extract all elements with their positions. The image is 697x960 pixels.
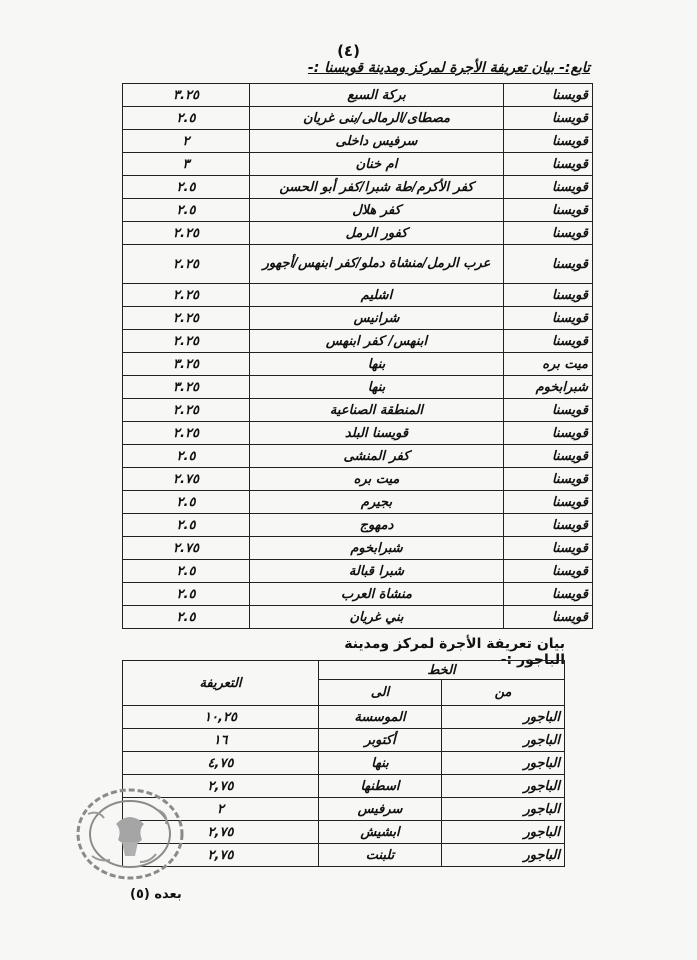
cell-from: قويسنا [504,130,593,153]
cell-to: كفور الرمل [250,222,504,245]
cell-from: قويسنا [504,245,593,284]
cell-to: شبرا قبالة [250,560,504,583]
cell-fare: ٢.٧٥ [123,468,250,491]
cell-from: ميت بره [504,353,593,376]
cell-to: شبرابخوم [250,537,504,560]
cell-fare: ٢.٥ [123,491,250,514]
fare-table-bagour [122,660,565,867]
table-row [123,537,593,560]
table-row [123,107,593,130]
cell-to: بجيرم [250,491,504,514]
table-row [123,422,593,445]
cell-to: ابشيش [319,821,442,844]
table-row [123,514,593,537]
table-row [123,706,565,729]
cell-fare: ٢ [123,798,319,821]
cell-from: قويسنا [504,107,593,130]
cell-to: اشليم [250,284,504,307]
cell-to: تلبنت [319,844,442,867]
cell-fare: ٢.٢٥ [123,284,250,307]
cell-fare: ٤,٧٥ [123,752,319,775]
table-row [123,775,565,798]
cell-fare: ٢,٧٥ [123,775,319,798]
cell-to: كفر هلال [250,199,504,222]
cell-fare: ٢.٢٥ [123,399,250,422]
table-row [123,752,565,775]
cell-fare: ٢ [123,130,250,153]
cell-from: قويسنا [504,514,593,537]
cell-to: الموسسة [319,706,442,729]
next-page-note: بعده (٥) [130,887,182,902]
header-from: من [442,680,565,706]
table-row [123,729,565,752]
fare-table-qweisna [122,83,593,629]
cell-from: الباجور [442,844,565,867]
cell-from: قويسنا [504,583,593,606]
cell-to: شرانيس [250,307,504,330]
table-row [123,376,593,399]
cell-to: كفر الأكرم/طة شبرا/كفر أبو الحسن [250,176,504,199]
cell-from: قويسنا [504,468,593,491]
section-heading-bagour: بيان تعريفة الأجرة لمركز ومدينة الباجور :- [344,636,565,668]
cell-to: أكتوبر [319,729,442,752]
cell-from: قويسنا [504,330,593,353]
cell-from: الباجور [442,729,565,752]
cell-from: قويسنا [504,537,593,560]
page-heading: تابع:- بيان تعريفة الأجرة لمركز ومدينة قويسنا :- [307,60,590,76]
cell-fare: ٢.٢٥ [123,222,250,245]
table-row [123,606,593,629]
cell-fare: ٢.٥ [123,606,250,629]
table-row [123,583,593,606]
cell-to: بنها [319,752,442,775]
cell-fare: ٢.٥ [123,583,250,606]
header-to: الى [319,680,442,706]
cell-to: ابنهس/ كفر ابنهس [250,330,504,353]
cell-fare: ٢.٢٥ [123,245,250,284]
table-row [123,353,593,376]
cell-to: بني غريان [250,606,504,629]
table-row [123,153,593,176]
table-row [123,199,593,222]
cell-fare: ٣.٢٥ [123,353,250,376]
table-row [123,844,565,867]
cell-from: الباجور [442,798,565,821]
table-row [123,284,593,307]
cell-from: قويسنا [504,284,593,307]
table-row [123,84,593,107]
table-row [123,399,593,422]
cell-fare: ٢.٥ [123,514,250,537]
table-row [123,176,593,199]
header-fare: التعريفة [123,661,319,706]
table-row [123,130,593,153]
cell-from: الباجور [442,706,565,729]
cell-fare: ١٠,٢٥ [123,706,319,729]
cell-to: المنطقة الصناعية [250,399,504,422]
cell-to: منشاة العرب [250,583,504,606]
cell-fare: ٢,٧٥ [123,821,319,844]
cell-to: عرب الرمل/منشاة دملو/كفر ابنهس/أجهور [250,245,504,284]
table-row [123,468,593,491]
cell-to: كفر المنشى [250,445,504,468]
cell-fare: ٢,٧٥ [123,844,319,867]
cell-fare: ٢.٥ [123,107,250,130]
header-route: الخط [319,661,565,680]
cell-to: سرفيس داخلى [250,130,504,153]
cell-to: بنها [250,376,504,399]
cell-from: قويسنا [504,153,593,176]
cell-fare: ٢.٧٥ [123,537,250,560]
cell-to: سرفيس [319,798,442,821]
cell-fare: ٣ [123,153,250,176]
cell-fare: ٣.٢٥ [123,376,250,399]
cell-to: اسطنها [319,775,442,798]
cell-fare: ١٦ [123,729,319,752]
cell-to: مصطاى/الرمالى/بنى غريان [250,107,504,130]
cell-fare: ٣.٢٥ [123,84,250,107]
table-header-row [123,661,565,680]
cell-from: الباجور [442,752,565,775]
cell-fare: ٢.٢٥ [123,422,250,445]
table-row [123,491,593,514]
table-row [123,222,593,245]
cell-to: ميت بره [250,468,504,491]
cell-from: قويسنا [504,176,593,199]
table-row [123,821,565,844]
table-row [123,307,593,330]
page-number: (٤) [337,42,360,60]
cell-from: شبرابخوم [504,376,593,399]
table-row [123,445,593,468]
table-row [123,245,593,284]
table-row [123,330,593,353]
cell-from: قويسنا [504,491,593,514]
table-row [123,560,593,583]
cell-from: الباجور [442,821,565,844]
table-row [123,798,565,821]
cell-from: قويسنا [504,422,593,445]
cell-to: دمهوج [250,514,504,537]
cell-from: قويسنا [504,222,593,245]
cell-to: بركة السبع [250,84,504,107]
cell-from: قويسنا [504,307,593,330]
cell-fare: ٢.٥ [123,199,250,222]
cell-from: قويسنا [504,84,593,107]
cell-from: قويسنا [504,606,593,629]
cell-to: قويسنا البلد [250,422,504,445]
cell-to: ام خنان [250,153,504,176]
cell-to: بنها [250,353,504,376]
cell-fare: ٢.٥ [123,560,250,583]
cell-from: قويسنا [504,399,593,422]
cell-fare: ٢.٥ [123,176,250,199]
cell-fare: ٢.٥ [123,445,250,468]
cell-from: قويسنا [504,445,593,468]
cell-fare: ٢.٢٥ [123,330,250,353]
cell-from: قويسنا [504,560,593,583]
cell-from: الباجور [442,775,565,798]
cell-fare: ٢.٢٥ [123,307,250,330]
official-seal-icon [68,784,186,884]
cell-from: قويسنا [504,199,593,222]
